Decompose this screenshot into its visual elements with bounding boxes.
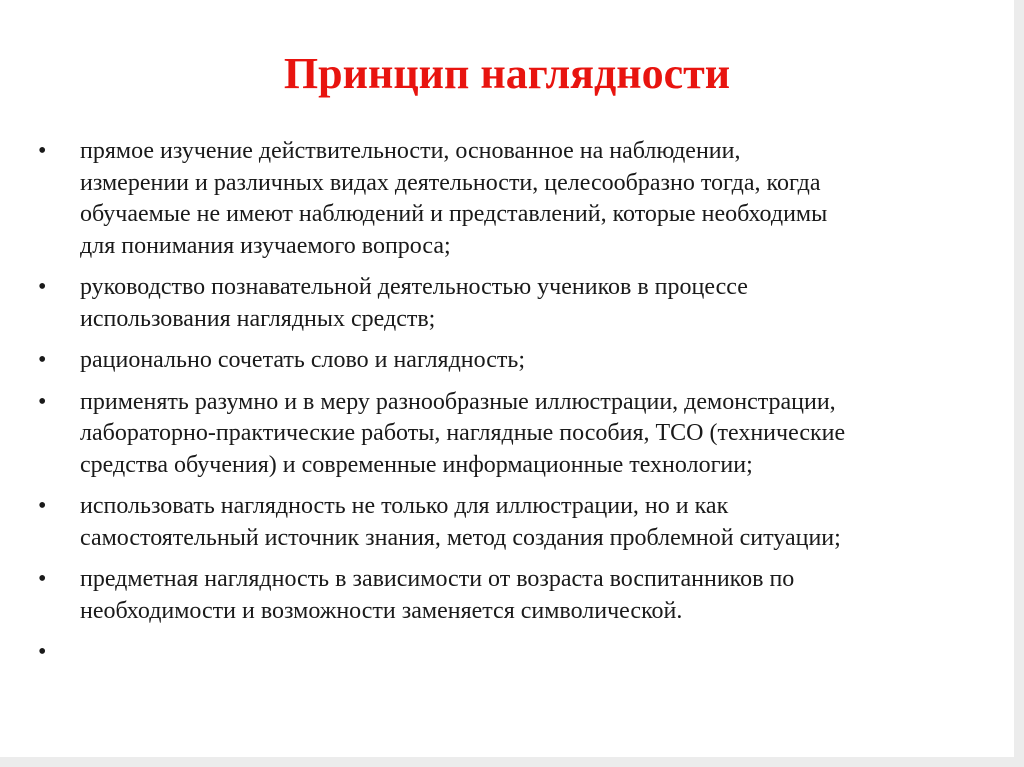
bullet-marker: • — [38, 388, 47, 415]
slide-title: Принцип наглядности — [283, 49, 731, 98]
bullet-marker: • — [38, 639, 47, 665]
bullet-text: применять разумно и в меру разнообразные иллюстрации, демонстрации, лабораторно-практические работы, наглядные пособия, ТСО (технические средства обучения) и современные информационные технологии; — [80, 388, 846, 478]
bullet-marker: • — [38, 138, 47, 164]
frame-edge-bottom — [0, 757, 1024, 767]
frame-edge-right — [1014, 0, 1024, 767]
bullet-marker: • — [38, 274, 47, 300]
bullet-item-2 — [38, 272, 998, 335]
bullet-item-4 — [38, 387, 998, 482]
bullet-text: рационально сочетать слово и наглядность; — [80, 347, 525, 373]
bullet-text: предметная наглядность в зависимости от возраста воспитанников по необходимости и возможности заменяется символической. — [80, 566, 795, 624]
bullet-item-7 — [38, 637, 998, 669]
bullet-marker: • — [38, 566, 47, 592]
bullet-marker: • — [38, 347, 47, 373]
bullet-marker: • — [38, 493, 47, 519]
bullet-text: использовать наглядность не только для иллюстрации, но и как самостоятельный источник знания, метод создания проблемной ситуации; — [80, 493, 841, 551]
bullet-text: прямое изучение действительности, основанное на наблюдении, измерении и различных видах деятельности, целесообразно тогда, когда обучаемые не имеют наблюдений и представлений, которые необходимы для понимания изучаемого вопроса; — [80, 138, 828, 259]
bullet-item-1 — [38, 136, 998, 262]
bullet-item-3 — [38, 345, 998, 377]
bullet-item-5 — [38, 491, 998, 554]
bullet-text: руководство познавательной деятельностью учеников в процессе использования наглядных средств; — [80, 274, 748, 332]
bullet-list — [38, 136, 998, 679]
bullet-item-6 — [38, 564, 998, 627]
